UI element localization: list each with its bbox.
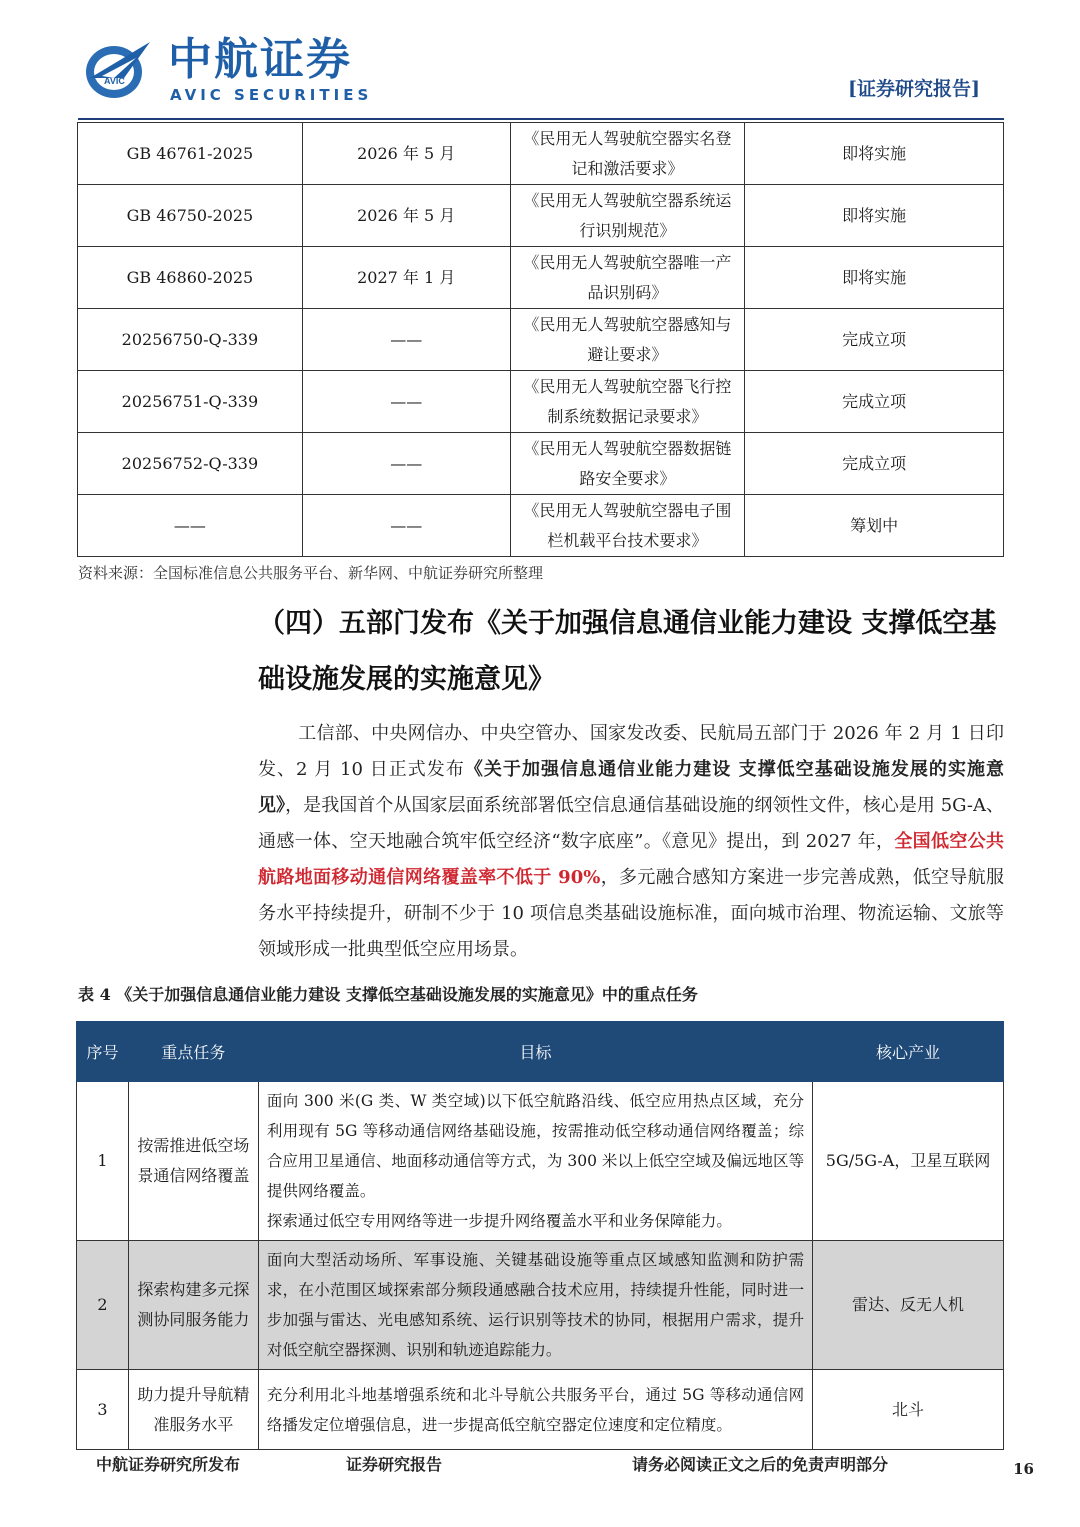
- cell-code: ——: [78, 495, 303, 557]
- para-part-5: ，多元融合感知方案进一步完善成熟，低空导航服务水平持续提升，研制不少于 10 项信息类基础设施标准，面向城市治理、物流运输、文旅等领域形成一批典型低空应用场景。: [258, 867, 1005, 960]
- goal-text: 面向大型活动场所、军事设施、关键基础设施等重点区域感知监测和防护需求，在小范围区域探索部分频段通感融合技术应用，持续提升性能，同时进一步加强与雷达、光电感知系统、运行识别等技术的协同，根据用户需求，提升对低空航空器探测、识别和轨迹追踪能力。: [266, 1251, 805, 1359]
- cell-date: ——: [302, 309, 510, 371]
- body-paragraph: [258, 716, 1004, 968]
- logo-cn-text: 中航证券: [168, 34, 352, 85]
- cell-code: 20256751-Q-339: [78, 371, 303, 433]
- cell-industry: 5G/5G-A，卫星互联网: [813, 1082, 1004, 1241]
- company-logo: [84, 30, 384, 110]
- cell-date: 2026 年 5 月: [302, 185, 510, 247]
- goal-text-extra: 探索通过低空专用网络等进一步提升网络覆盖水平和业务保障能力。: [266, 1212, 732, 1230]
- standards-table: [77, 122, 1004, 557]
- table-row: [78, 123, 1004, 185]
- table-row: [78, 247, 1004, 309]
- cell-date: 2027 年 1 月: [302, 247, 510, 309]
- table-row: [78, 185, 1004, 247]
- cell-task: 按需推进低空场景通信网络覆盖: [128, 1082, 258, 1241]
- table-caption: 表 4 《关于加强信息通信业能力建设 支撑低空基础设施发展的实施意见》中的重点任务: [78, 985, 698, 1004]
- para-doc-title: 《关于加强信息通信业能力建设 支撑低空基础设施发展的实施意见》: [258, 759, 1005, 816]
- cell-task: 助力提升导航精准服务水平: [128, 1370, 258, 1450]
- col-goal: 目标: [258, 1022, 812, 1082]
- cell-code: GB 46750-2025: [78, 185, 303, 247]
- para-part-1: 工信部、中央网信办、中央空管办、国家发改委、民航局五部门于 2026 年 2 月 1 日印发、2 月 10 日正式发布: [258, 723, 1004, 780]
- cell-status: 完成立项: [745, 371, 1004, 433]
- cell-code: 20256752-Q-339: [78, 433, 303, 495]
- cell-status: 完成立项: [745, 309, 1004, 371]
- cell-date: 2026 年 5 月: [302, 123, 510, 185]
- table-row: [77, 1370, 1004, 1450]
- cell-goal: [258, 1370, 812, 1450]
- footer-right: 请务必阅读正文之后的免责声明部分: [632, 1455, 889, 1474]
- goal-text: 面向 300 米(G 类、W 类空域)以下低空航路沿线、低空应用热点区域，充分利用现有 5G 等移动通信网络基础设施，按需推动低空移动通信网络覆盖；综合应用卫星通信、地面移动通信等方式，为 300 米以上低空空域及偏远地区等提供网络覆盖。: [266, 1092, 805, 1200]
- logo-en-text: AVIC SECURITIES: [170, 86, 373, 104]
- cell-name: 《民用无人驾驶航空器飞行控制系统数据记录要求》: [510, 371, 745, 433]
- goal-text: 充分利用北斗地基增强系统和北斗导航公共服务平台，通过 5G 等移动通信网络播发定位增强信息，进一步提高低空航空器定位速度和定位精度。: [266, 1385, 805, 1434]
- cell-no: 1: [77, 1082, 129, 1241]
- cell-name: 《民用无人驾驶航空器实名登记和激活要求》: [510, 123, 745, 185]
- cell-task: 探索构建多元探测协同服务能力: [128, 1241, 258, 1370]
- footer-middle: 证券研究报告: [346, 1455, 443, 1474]
- cell-name: 《民用无人驾驶航空器系统运行识别规范》: [510, 185, 745, 247]
- cell-name: 《民用无人驾驶航空器感知与避让要求》: [510, 309, 745, 371]
- cell-goal: [258, 1082, 812, 1241]
- section-title: （四）五部门发布《关于加强信息通信业能力建设 支撑低空基础设施发展的实施意见》: [258, 608, 997, 695]
- source-note: 资料来源：全国标准信息公共服务平台、新华网、中航证券研究所整理: [78, 564, 544, 582]
- footer-left: 中航证券研究所发布: [96, 1455, 241, 1474]
- logo-badge: AVIC: [104, 76, 125, 86]
- col-industry: 核心产业: [813, 1022, 1004, 1082]
- cell-name: 《民用无人驾驶航空器唯一产品识别码》: [510, 247, 745, 309]
- cell-code: GB 46860-2025: [78, 247, 303, 309]
- avic-logo-icon: [84, 38, 154, 102]
- para-highlight: 全国低空公共航路地面移动通信网络覆盖率不低于 90%: [258, 831, 1005, 888]
- cell-industry: 北斗: [813, 1370, 1004, 1450]
- cell-no: 3: [77, 1370, 129, 1450]
- cell-industry: 雷达、反无人机: [813, 1241, 1004, 1370]
- cell-date: ——: [302, 495, 510, 557]
- cell-name: 《民用无人驾驶航空器数据链路安全要求》: [510, 433, 745, 495]
- table-row: [77, 1082, 1004, 1241]
- cell-name: 《民用无人驾驶航空器电子围栏机载平台技术要求》: [510, 495, 745, 557]
- table-row: [78, 495, 1004, 557]
- key-tasks-table: [76, 1021, 1004, 1450]
- table-header-row: [77, 1022, 1004, 1082]
- header-divider: [78, 118, 1004, 120]
- table-row: [78, 371, 1004, 433]
- report-tag: [证券研究报告]: [848, 78, 980, 100]
- cell-status: 即将实施: [745, 247, 1004, 309]
- cell-status: 即将实施: [745, 185, 1004, 247]
- table-row: [78, 433, 1004, 495]
- cell-status: 即将实施: [745, 123, 1004, 185]
- cell-date: ——: [302, 371, 510, 433]
- col-task: 重点任务: [128, 1022, 258, 1082]
- para-part-3: ，是我国首个从国家层面系统部署低空信息通信基础设施的纲领性文件，核心是用 5G-A、通感一体、空天地融合筑牢低空经济“数字底座”。《意见》提出，到 2027 年，: [258, 795, 1005, 852]
- cell-code: 20256750-Q-339: [78, 309, 303, 371]
- cell-no: 2: [77, 1241, 129, 1370]
- cell-date: ——: [302, 433, 510, 495]
- table-row: [77, 1241, 1004, 1370]
- cell-status: 筹划中: [745, 495, 1004, 557]
- cell-code: GB 46761-2025: [78, 123, 303, 185]
- table-row: [78, 309, 1004, 371]
- cell-status: 完成立项: [745, 433, 1004, 495]
- cell-goal: [258, 1241, 812, 1370]
- col-no: 序号: [77, 1022, 129, 1082]
- page-number: 16: [1013, 1460, 1034, 1478]
